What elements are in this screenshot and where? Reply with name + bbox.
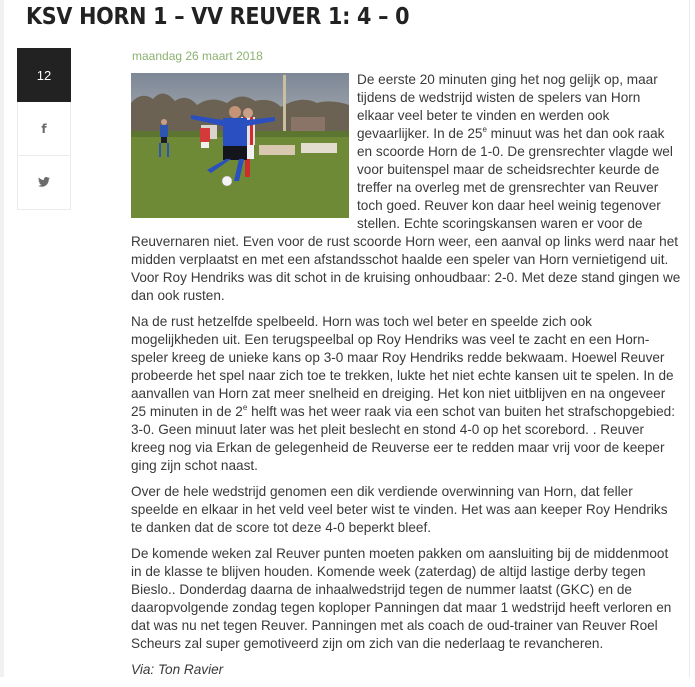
content-border (689, 0, 690, 677)
article-title: KSV HORN 1 – VV REUVER 1: 4 – 0 (26, 4, 410, 30)
article-date: maandag 26 maart 2018 (132, 49, 263, 63)
twitter-icon (38, 174, 50, 192)
ordinal-superscript: e (482, 125, 487, 134)
image-float-spacer (131, 71, 357, 220)
article-body (131, 71, 681, 687)
article-paragraph-2 (131, 313, 681, 475)
paragraph-text: minuut was het dan ook raak en scoorde Horn de 1-0. De grensrechter vlagde wel voor buitenspel maar de scheidsrechter keurde de treffer na overleg met de grensrechter van Reuver toch goed. Reuver kon daar heel weinig tegenover stellen. Echte scoringskansen waren er voor de Reuvernaren niet. Even voor de rust scoorde Horn weer, een aanval op links werd naar het midden verplaatst en met een afstandsschot haalde een speler van Horn vernietigend uit. Voor Roy Hendriks was dit schot in de kruising onhoudbaar: 2-0. Met deze stand gingen we dan ook rusten. (131, 126, 681, 303)
share-bar (17, 48, 71, 210)
article-source-credit: Via: Ton Ravier (131, 662, 224, 677)
page-edge (0, 0, 4, 677)
share-count-value: 12 (36, 67, 52, 83)
twitter-share-button[interactable] (17, 156, 71, 210)
facebook-share-button[interactable] (17, 102, 71, 156)
share-count (17, 48, 71, 102)
ordinal-superscript: e (242, 403, 248, 412)
paragraph-text: Na de rust hetzelfde spelbeeld. Horn was toch wel beter en speelde zich ook mogelijkheden uit. Een terugspeelbal op Roy Hendriks was veel te zacht en een Horn-speler kreeg de unieke kans op 3-0 maar Roy Hendriks redde bekwaam. Hoewel Reuver probeerde het spel naar zich toe te trekken, lukte het niet echte kansen uit te spelen. In de aanvallen van Horn zat meer snelheid en dreiging. Het kon niet uitblijven en na ongeveer 25 minuten in de 2 (131, 314, 674, 419)
paragraph-text: De eerste 20 minuten ging het nog gelijk op, maar tijdens de wedstrijd wisten de spelers van Horn elkaar veel beter te vinden en werden ook gevaarlijker. In de 25 (357, 72, 658, 141)
facebook-icon: f (41, 121, 47, 136)
article-paragraph-3: Over de hele wedstrijd genomen een dik verdiende overwinning van Horn, dat feller speelde en elkaar in het veld veel beter wist te vinden. Het was aan keeper Roy Hendriks te danken dat de score tot deze 4-0 beperkt bleef. (131, 484, 668, 535)
article-paragraph-4: De komende weken zal Reuver punten moeten pakken om aansluiting bij de middenmoot in de klasse te blijven houden. Komende week (zaterdag) de altijd lastige derby tegen Bieslo.. Donderdag daarna de inhaalwedstrijd tegen de nummer laatst (GKC) en de daaropvolgende zondag tegen koploper Panningen dat maar 1 wedstrijd heeft verloren en dat was nu net tegen Reuver. Panningen met als coach de oud-trainer van Reuver Roel Scheurs zal super gemotiveerd zijn om zich van die nederlaag te revancheren. (131, 546, 672, 651)
paragraph-text: helft was het weer raak via een schot van buiten het strafschopgebied: 3-0. Geen minuut later was het pleit beslecht en stond 4-0 op het scorebord. . Reuver kreeg nog via Erkan de gelegenheid de Reuverse eer te redden maar vrij voor de keeper ging zijn schot naast. (131, 404, 676, 473)
